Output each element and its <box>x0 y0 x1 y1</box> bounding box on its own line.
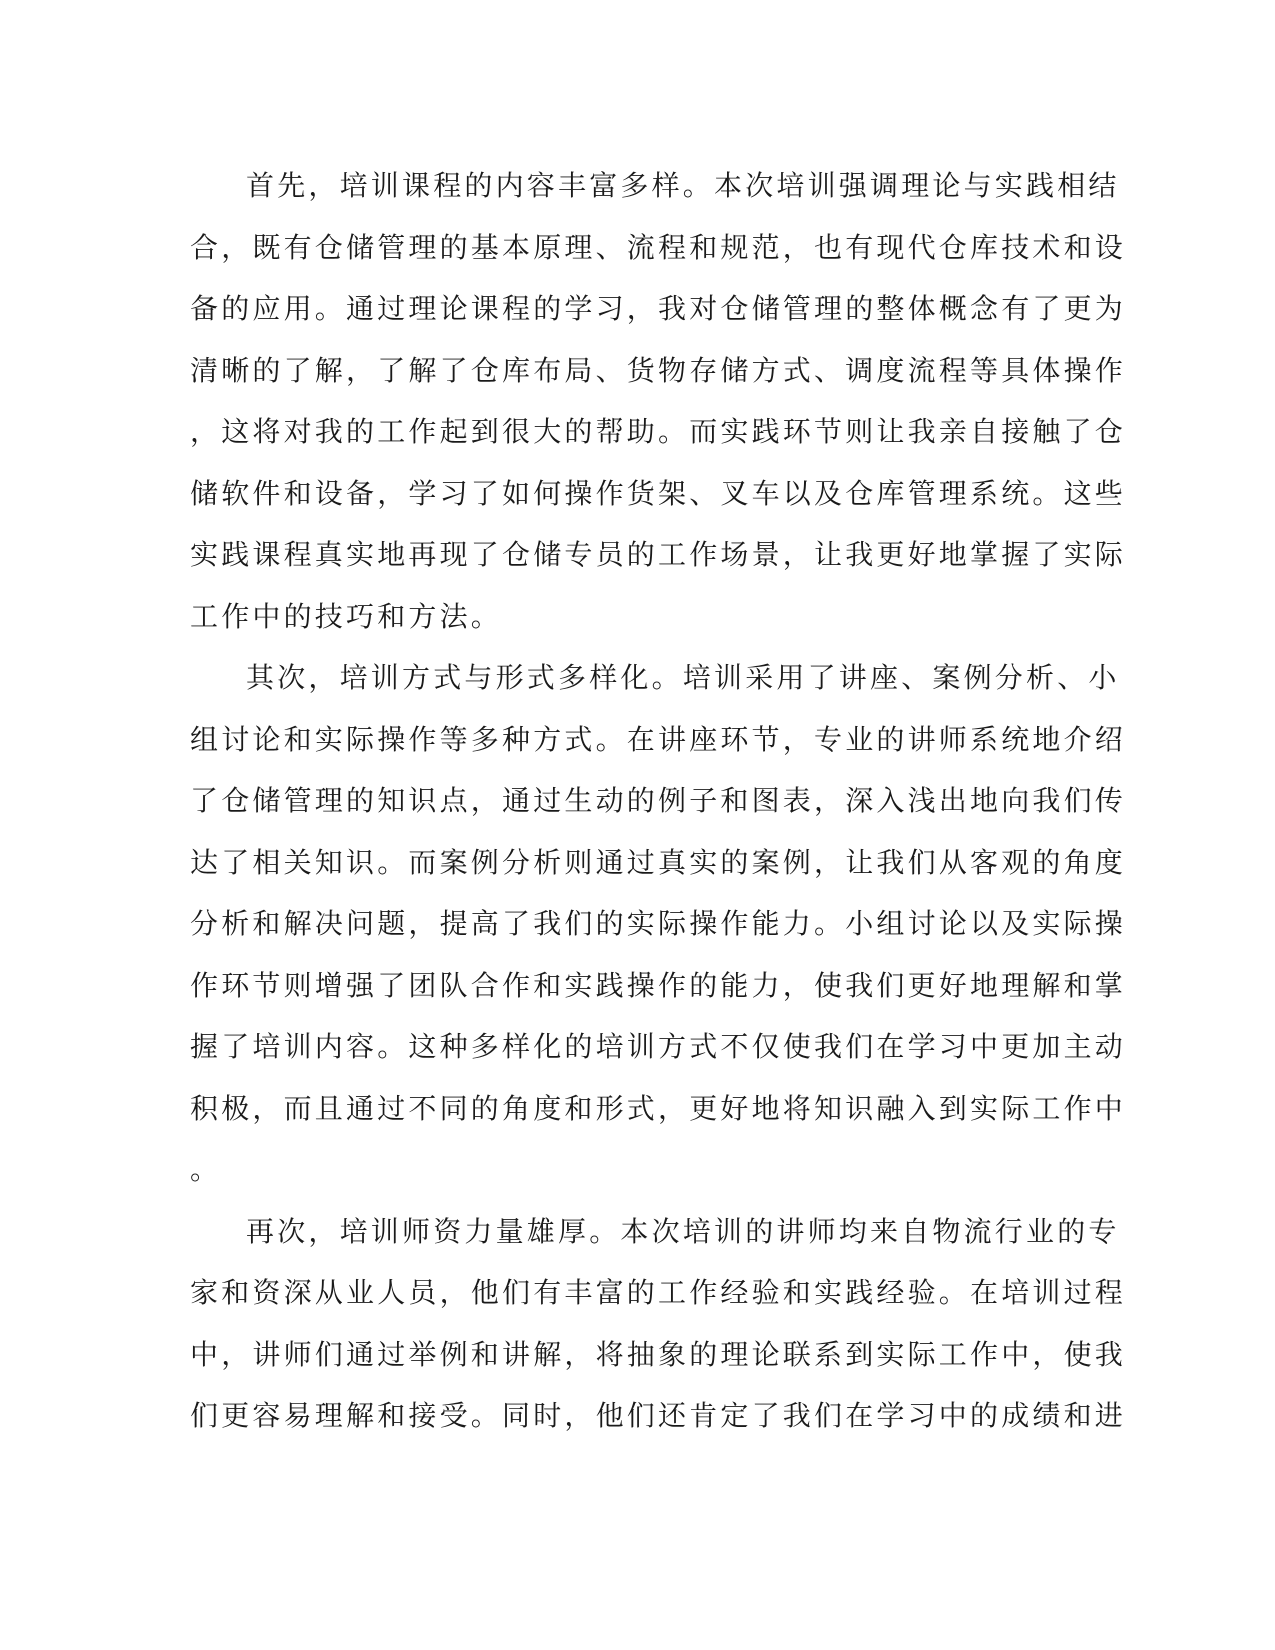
paragraph-training-methods <box>190 647 1127 1201</box>
paragraph-instructors <box>190 1201 1127 1447</box>
text-line: 清晰的了解，了解了仓库布局、货物存储方式、调度流程等具体操作 <box>190 353 1127 387</box>
text-line: 家和资深从业人员，他们有丰富的工作经验和实践经验。在培训过程 <box>190 1276 1127 1309</box>
text-line: 们更容易理解和接受。同时，他们还肯定了我们在学习中的成绩和进 <box>190 1399 1127 1432</box>
text-line: 。 <box>190 1153 222 1186</box>
text-line: 实践课程真实地再现了仓储专员的工作场景，让我更好地掌握了实际 <box>190 538 1127 571</box>
text-line: 作环节则增强了团队合作和实践操作的能力，使我们更好地理解和掌 <box>190 968 1127 1002</box>
text-line: 达了相关知识。而案例分析则通过真实的案例，让我们从客观的角度 <box>190 845 1127 879</box>
document-body <box>190 155 1127 1447</box>
text-line: 其次，培训方式与形式多样化。培训采用了讲座、案例分析、小 <box>246 661 1120 694</box>
text-line: 工作中的技巧和方法。 <box>190 599 503 633</box>
text-line: ，这将对我的工作起到很大的帮助。而实践环节则让我亲自接触了仓 <box>190 415 1127 448</box>
text-line: 合，既有仓储管理的基本原理、流程和规范，也有现代仓库技术和设 <box>190 230 1127 264</box>
paragraph-course-content <box>190 155 1127 647</box>
text-line: 握了培训内容。这种多样化的培训方式不仅使我们在学习中更加主动 <box>190 1030 1127 1063</box>
text-line: 组讨论和实际操作等多种方式。在讲座环节，专业的讲师系统地介绍 <box>190 722 1127 756</box>
text-line: 备的应用。通过理论课程的学习，我对仓储管理的整体概念有了更为 <box>190 292 1127 325</box>
text-line: 了仓储管理的知识点，通过生动的例子和图表，深入浅出地向我们传 <box>190 784 1127 817</box>
text-line: 首先，培训课程的内容丰富多样。本次培训强调理论与实践相结 <box>246 169 1120 202</box>
text-line: 分析和解决问题，提高了我们的实际操作能力。小组讨论以及实际操 <box>190 907 1127 940</box>
text-line: 积极，而且通过不同的角度和形式，更好地将知识融入到实际工作中 <box>190 1091 1127 1125</box>
text-line: 中，讲师们通过举例和讲解，将抽象的理论联系到实际工作中，使我 <box>190 1337 1127 1371</box>
text-line: 再次，培训师资力量雄厚。本次培训的讲师均来自物流行业的专 <box>246 1214 1120 1248</box>
text-line: 储软件和设备，学习了如何操作货架、叉车以及仓库管理系统。这些 <box>190 476 1127 510</box>
